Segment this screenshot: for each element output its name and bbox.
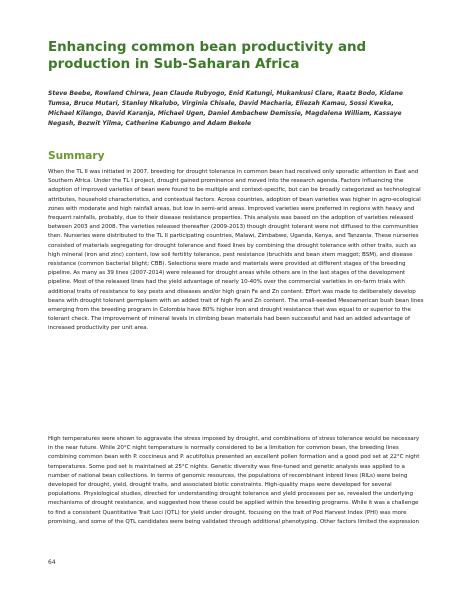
summary-paragraph-1: When the TL II was initiated in 2007, breeding for drought tolerance in common bean had received only sporadic attention in East and Southern Africa. Under the TL I project, drought gained prominence and moved into the research agenda. Factors influencing the adoption of improved varieties of bean were found to be multiple and context-specific, but can be broadly categorized as technological attributes, household characteristics, and contextual factors. Across countries, adoption of bean varieties was higher in agro-ecological zones with moderate and high rainfall areas, but low in semi-arid areas. Improved varieties were preferred in regions with heavy and frequent rainfalls, probably, due to their disease resistance properties. This analysis was based on the adoption of varieties released between 2003 and 2008. The varieties released thereafter (2009-2013) though drought tolerant were not diffused to the communities then. Nurseries were distributed to the TL II participating countries, Malawi, Zimbabwe, Uganda, Kenya, and Tanzania. These nurseries consisted of materials segregating for drought tolerance and fixed lines by combining the drought tolerance with other traits, such as high mineral (iron and zinc) content, low soil fertility tolerance, pest resistance (bruchids and bean stem maggot; BSM), and disease resistance (common bacterial blight; CBB). Selections were made and materials were provided at different stages of the breeding pipeline. As many as 39 lines (2007-2014) were released for drought areas while others are in the last stages of the development pipeline. Most of the released lines had the yield advantage of nearly 10-40% over the commercial varieties in on-farm trials with additional traits of resistance to key pests and diseases and/or high grain Fe and Zn content. Effort was made to deliberately develop beans with drought tolerant germplasm with an added trait of high Fe and Zn content. The small-seeded Mesoamerican bush bean lines emerging from the breeding program in Colombia have 80% higher iron and drought resistance that was equal to or superior to the tolerant check. The improvement of mineral levels in climbing bean materials had been successful and had an added advantage of increased productivity per unit area.: [48, 169, 424, 332]
author-list: Steve Beebe, Rowland Chirwa, Jean Claude Rubyogo, Enid Katungi, Mukankusi Clare, Raatz Bodo, Kidane Tumsa, Bruce Mutari, Stanley Nkalubo, Virginia Chisale, David Macharia, Eliezah Kamau, Sossi Kweka, Michael Kilango, David Karanja, Michael Ugen, Daniel Ambachew Demissie, Magdalena William, Kassaye Negash, Bezwit Yilma, Catherine Kabungo and Adam Bekele: [48, 90, 403, 127]
summary-paragraph-2: High temperatures were shown to aggravate the stress imposed by drought, and combinations of stress tolerance would be necessary in the near future. While 20°C night temperature is normally considered to be a limitation for common bean, the breeding lines combining common bean with P. coccineus and P. acutifolius presented an excellent pollen formation and a good pod set at 22°C night temperatures. Some pod set is maintained at 25°C nights. Genetic diversity was fine-tuned and genetic analysis was applied to a number of national bean collections. In terms of genomic resources, the populations of recombinant inbred lines (RILs) were being developed for drought, yield, drought traits, and associated biotic constraints. High-quality maps were developed for several populations. Physiological studies, directed for understanding drought tolerance and yield processes per se, revealed the underlying mechanisms of drought resistance, and suggested how these could be applied within the breeding programs. While it was a challenge to find a consistent Quantitative Trait Loci (QTL) for yield under drought, focusing on the trait of Pod Harvest Index (PHI) was more promising, and some of the QTL candidates were being validated through additional phenotyping. Other factors limited the expression: [48, 436, 420, 525]
page-number: 64: [48, 559, 56, 566]
summary-heading: Summary: [48, 150, 105, 162]
document-title: Enhancing common bean productivity and production in Sub-Saharan Africa: [48, 40, 367, 72]
